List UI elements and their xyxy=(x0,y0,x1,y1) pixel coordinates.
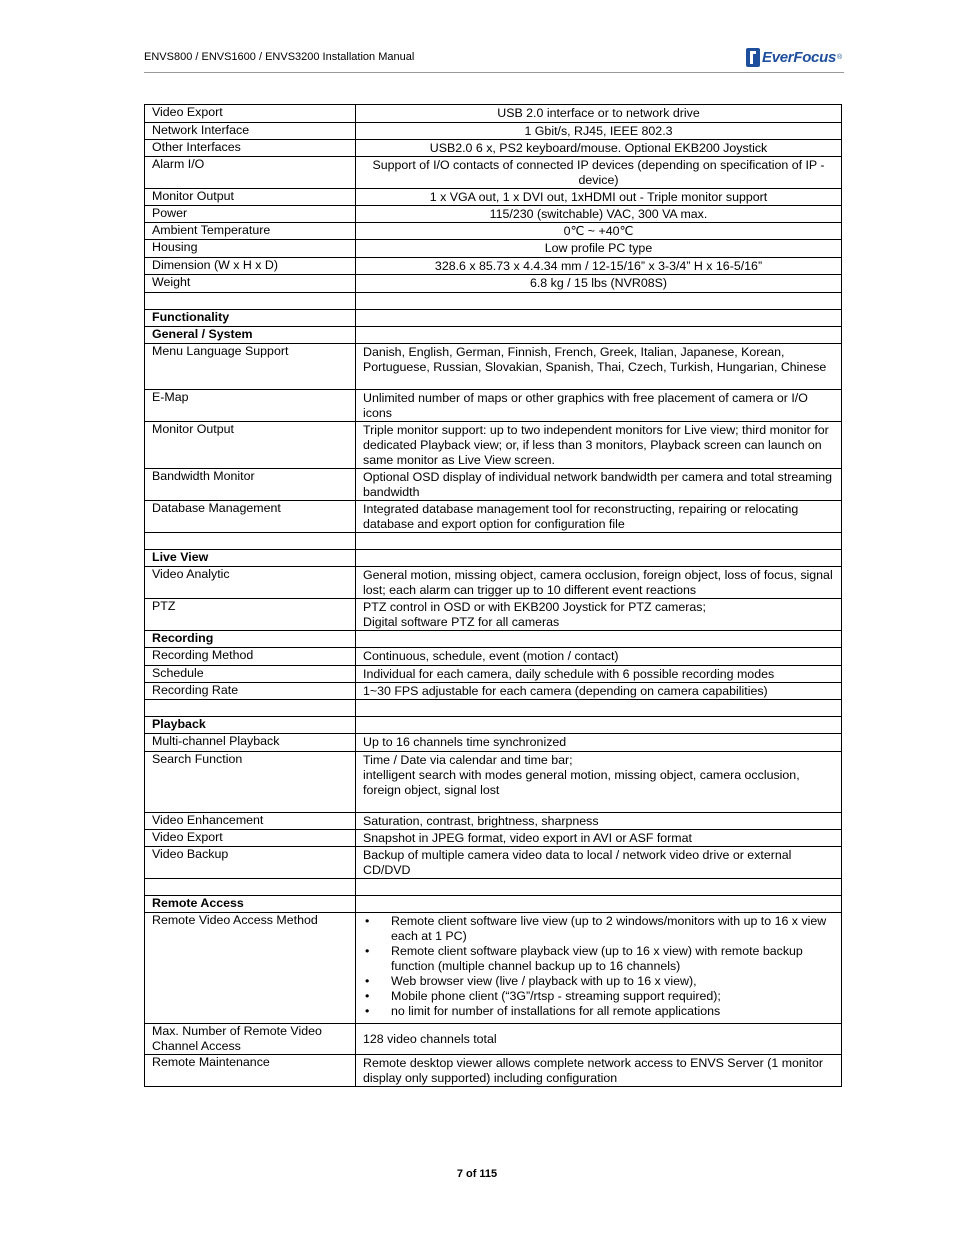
spec-label xyxy=(145,293,356,310)
spec-value: Optional OSD display of individual network bandwidth per camera and total streaming bandwidth xyxy=(356,469,842,501)
spec-value: 6.8 kg / 15 lbs (NVR08S) xyxy=(356,275,842,293)
spec-value: Support of I/O contacts of connected IP devices (depending on specification of IP - device) xyxy=(356,157,842,189)
section-heading: Live View xyxy=(145,550,356,567)
spec-row xyxy=(145,206,842,223)
spec-value: Snapshot in JPEG format, video export in AVI or ASF format xyxy=(356,830,842,847)
spec-label: Multi-channel Playback xyxy=(145,734,356,752)
spec-value: 328.6 x 85.73 x 4.4.34 mm / 12-15/16” x 3-3/4” H x 16-5/16” xyxy=(356,258,842,275)
spec-row xyxy=(145,599,842,631)
spec-label: Ambient Temperature xyxy=(145,223,356,240)
section-heading: Recording xyxy=(145,631,356,648)
spec-value: Remote desktop viewer allows complete network access to ENVS Server (1 monitor display only supported) including configuration xyxy=(356,1055,842,1087)
spec-label: Video Backup xyxy=(145,847,356,879)
logo-registered-mark: ® xyxy=(837,53,843,61)
bullet-item: • Web browser view (live / playback with up to 16 x view), xyxy=(363,974,834,989)
spec-row xyxy=(145,683,842,700)
header-divider xyxy=(144,72,844,73)
spec-row xyxy=(145,648,842,666)
spec-row xyxy=(145,123,842,140)
spec-value xyxy=(356,327,842,344)
spec-value: 1~30 FPS adjustable for each camera (depending on camera capabilities) xyxy=(356,683,842,700)
spec-label: E-Map xyxy=(145,390,356,422)
bullet-item: • Remote client software playback view (up to 16 x view) with remote backup function (multiple channel backup up to 16 channels) xyxy=(363,944,834,974)
manual-title: ENVS800 / ENVS1600 / ENVS3200 Installation Manual xyxy=(144,51,415,63)
spec-label: Video Export xyxy=(145,105,356,123)
spec-label: Database Management xyxy=(145,501,356,533)
spec-value: USB 2.0 interface or to network drive xyxy=(356,105,842,123)
spec-row xyxy=(145,1055,842,1087)
spec-row xyxy=(145,1024,842,1055)
spec-row xyxy=(145,847,842,879)
spec-value: 1 x VGA out, 1 x DVI out, 1xHDMI out - Triple monitor support xyxy=(356,189,842,206)
spec-label: Bandwidth Monitor xyxy=(145,469,356,501)
spec-label: Video Enhancement xyxy=(145,813,356,830)
spec-value: 115/230 (switchable) VAC, 300 VA max. xyxy=(356,206,842,223)
spec-label: Search Function xyxy=(145,752,356,813)
spec-row xyxy=(145,631,842,648)
spec-row xyxy=(145,666,842,683)
spec-value xyxy=(356,550,842,567)
spec-row xyxy=(145,344,842,390)
spec-row xyxy=(145,240,842,258)
spec-label: Recording Rate xyxy=(145,683,356,700)
spec-row xyxy=(145,717,842,734)
spec-label: Schedule xyxy=(145,666,356,683)
spec-row xyxy=(145,327,842,344)
spec-label xyxy=(145,879,356,896)
spec-label xyxy=(145,533,356,550)
spec-row xyxy=(145,896,842,913)
spec-row xyxy=(145,501,842,533)
spec-row xyxy=(145,258,842,275)
spec-label: Other Interfaces xyxy=(145,140,356,157)
spec-value: 1 Gbit/s, RJ45, IEEE 802.3 xyxy=(356,123,842,140)
spec-value xyxy=(356,717,842,734)
spec-row xyxy=(145,422,842,469)
spec-label: Remote Video Access Method xyxy=(145,913,356,1024)
spec-row xyxy=(145,275,842,293)
bullet-list xyxy=(363,914,834,1019)
spec-row xyxy=(145,830,842,847)
section-heading: General / System xyxy=(145,327,356,344)
spec-label: Menu Language Support xyxy=(145,344,356,390)
spec-row xyxy=(145,189,842,206)
section-heading: Functionality xyxy=(145,310,356,327)
spec-label: Housing xyxy=(145,240,356,258)
spec-value xyxy=(356,533,842,550)
spec-value: USB2.0 6 x, PS2 keyboard/mouse. Optional EKB200 Joystick xyxy=(356,140,842,157)
spec-label: Video Export xyxy=(145,830,356,847)
spec-value: PTZ control in OSD or with EKB200 Joystick for PTZ cameras; Digital software PTZ for all cameras xyxy=(356,599,842,631)
spec-row xyxy=(145,533,842,550)
spec-value xyxy=(356,896,842,913)
bullet-item: • Remote client software live view (up to 2 windows/monitors with up to 16 x view each at 1 PC) xyxy=(363,914,834,944)
spec-row xyxy=(145,157,842,189)
spec-row xyxy=(145,140,842,157)
specification-table-body xyxy=(145,105,842,1087)
spec-row xyxy=(145,879,842,896)
spec-value: 128 video channels total xyxy=(356,1024,842,1055)
spec-row xyxy=(145,223,842,240)
spec-value: Continuous, schedule, event (motion / contact) xyxy=(356,648,842,666)
bullet-item: • Mobile phone client (“3G”/rtsp - streaming support required); xyxy=(363,989,834,1004)
spec-value: Individual for each camera, daily schedule with 6 possible recording modes xyxy=(356,666,842,683)
spec-row xyxy=(145,105,842,123)
everfocus-logo xyxy=(746,46,842,68)
spec-value: General motion, missing object, camera occlusion, foreign object, loss of focus, signal lost; each alarm can trigger up to 10 different event reactions xyxy=(356,567,842,599)
spec-row xyxy=(145,813,842,830)
spec-value xyxy=(356,293,842,310)
everfocus-logo-icon xyxy=(746,48,760,67)
spec-value xyxy=(356,310,842,327)
spec-row xyxy=(145,310,842,327)
spec-label: Alarm I/O xyxy=(145,157,356,189)
spec-label: Monitor Output xyxy=(145,189,356,206)
spec-label: Recording Method xyxy=(145,648,356,666)
spec-row xyxy=(145,734,842,752)
spec-value xyxy=(356,913,842,1024)
spec-label: Video Analytic xyxy=(145,567,356,599)
spec-label xyxy=(145,700,356,717)
spec-row xyxy=(145,293,842,310)
spec-label: Power xyxy=(145,206,356,223)
section-heading: Playback xyxy=(145,717,356,734)
spec-value: 0℃ ~ +40℃ xyxy=(356,223,842,240)
spec-label: Weight xyxy=(145,275,356,293)
spec-value: Danish, English, German, Finnish, French, Greek, Italian, Japanese, Korean, Portuguese, Russian, Slovakian, Spanish, Thai, Czech, Turkish, Hungarian, Chinese xyxy=(356,344,842,390)
spec-label: Max. Number of Remote Video Channel Access xyxy=(145,1024,356,1055)
spec-row xyxy=(145,752,842,813)
logo-text: EverFocus xyxy=(762,48,836,66)
spec-value: Up to 16 channels time synchronized xyxy=(356,734,842,752)
spec-value: Backup of multiple camera video data to local / network video drive or external CD/DVD xyxy=(356,847,842,879)
spec-label: PTZ xyxy=(145,599,356,631)
spec-value xyxy=(356,879,842,896)
spec-row xyxy=(145,469,842,501)
spec-row xyxy=(145,550,842,567)
specification-table xyxy=(144,104,842,1087)
spec-value: Integrated database management tool for reconstructing, repairing or relocating database and export option for configuration file xyxy=(356,501,842,533)
spec-value xyxy=(356,631,842,648)
spec-row xyxy=(145,700,842,717)
spec-row xyxy=(145,913,842,1024)
spec-row xyxy=(145,390,842,422)
spec-value xyxy=(356,700,842,717)
spec-value: Low profile PC type xyxy=(356,240,842,258)
spec-value: Time / Date via calendar and time bar; intelligent search with modes general motion, missing object, camera occlusion, foreign object, signal lost xyxy=(356,752,842,813)
spec-value: Triple monitor support: up to two independent monitors for Live view; third monitor for dedicated Playback view; or, if less than 3 monitors, Playback screen can launch on same monitor as Live View screen. xyxy=(356,422,842,469)
spec-value: Unlimited number of maps or other graphics with free placement of camera or I/O icons xyxy=(356,390,842,422)
section-heading: Remote Access xyxy=(145,896,356,913)
bullet-item: • no limit for number of installations for all remote applications xyxy=(363,1004,834,1019)
spec-label: Monitor Output xyxy=(145,422,356,469)
spec-label: Dimension (W x H x D) xyxy=(145,258,356,275)
spec-label: Network Interface xyxy=(145,123,356,140)
spec-row xyxy=(145,567,842,599)
spec-label: Remote Maintenance xyxy=(145,1055,356,1087)
spec-value: Saturation, contrast, brightness, sharpness xyxy=(356,813,842,830)
page-number: 7 of 115 xyxy=(456,1168,498,1180)
